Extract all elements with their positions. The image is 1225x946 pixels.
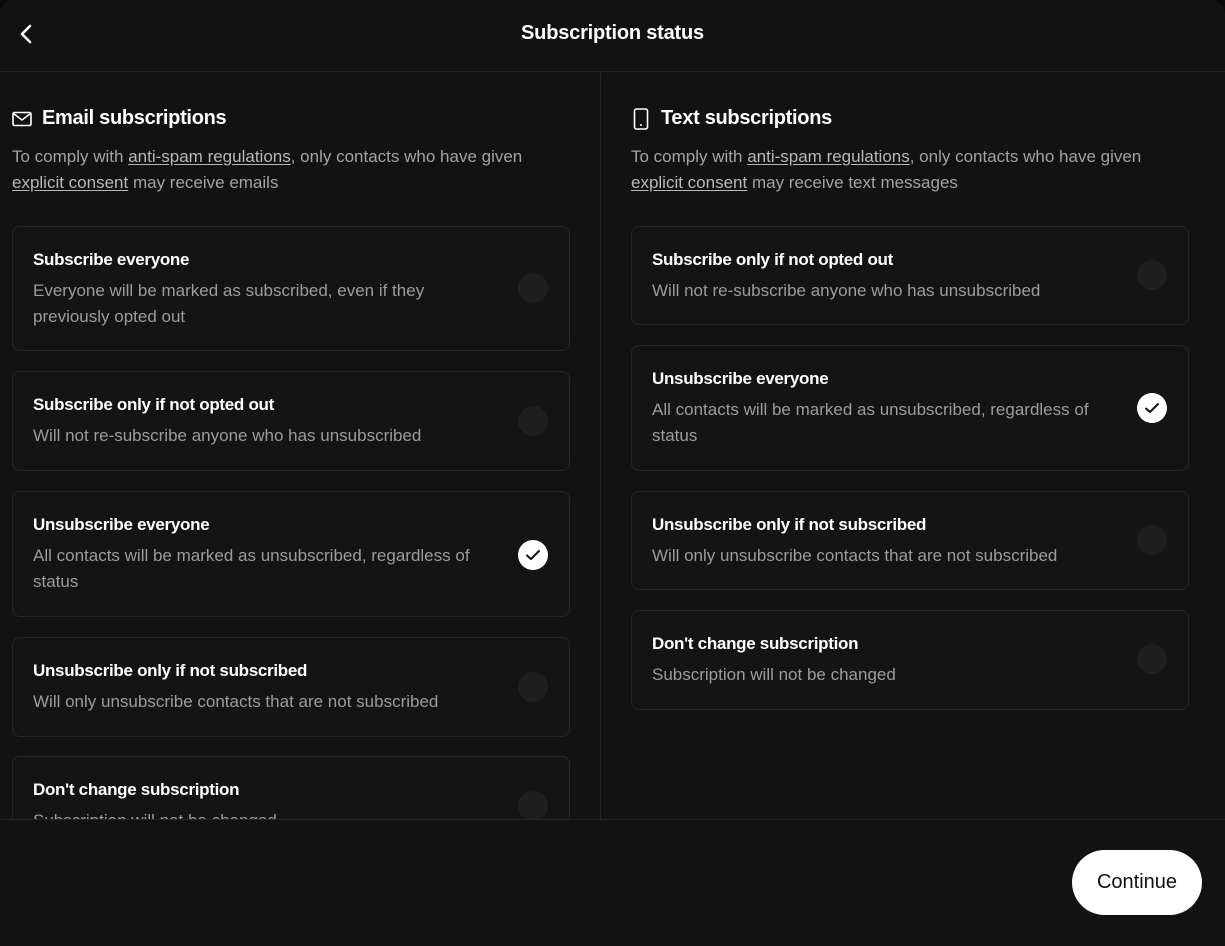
desc-text: may receive text messages [747,173,958,192]
anti-spam-link[interactable]: anti-spam regulations [128,147,291,166]
option-title: Subscribe everyone [33,250,190,269]
option-title: Unsubscribe everyone [652,369,829,388]
option-description: Subscription will not be changed [652,665,896,684]
anti-spam-link[interactable]: anti-spam regulations [747,147,910,166]
radio-unchecked[interactable] [518,791,548,821]
option-title: Unsubscribe only if not subscribed [652,515,927,534]
desc-text: To comply with [631,147,748,166]
phone-icon [631,108,651,130]
email-option-subscribe-if-not-opted-out[interactable] [12,371,570,471]
option-description: Will only unsubscribe contacts that are not subscribed [652,546,1058,565]
modal-content[interactable] [0,73,1225,819]
column-divider [600,73,601,819]
email-option-unsubscribe-if-not-subscribed[interactable] [12,637,570,737]
email-option-subscribe-everyone[interactable] [12,226,570,351]
explicit-consent-link[interactable]: explicit consent [631,173,748,192]
option-description: Everyone will be marked as subscribed, even if they previously opted out [33,281,425,326]
radio-unchecked[interactable] [1137,644,1167,674]
option-description: All contacts will be marked as unsubscribed, regardless of status [33,546,470,591]
option-description: All contacts will be marked as unsubscribed, regardless of status [652,400,1089,445]
page-title: Subscription status [521,22,704,44]
text-option-unsubscribe-everyone[interactable] [631,345,1189,471]
radio-unchecked[interactable] [518,672,548,702]
option-description: Will not re-subscribe anyone who has unsubscribed [33,426,422,445]
option-title: Unsubscribe everyone [33,515,210,534]
desc-text: , only contacts who have given [909,147,1142,166]
modal-header [0,0,1225,72]
radio-unchecked[interactable] [518,273,548,303]
radio-unchecked[interactable] [1137,525,1167,555]
checkmark-icon [1144,402,1160,414]
desc-text: To comply with [12,147,129,166]
option-title: Don't change subscription [33,780,240,799]
radio-checked[interactable] [1137,393,1167,423]
option-description: Will only unsubscribe contacts that are not subscribed [33,692,439,711]
checkmark-icon [525,549,541,561]
email-section-heading [12,107,226,130]
option-title: Subscribe only if not opted out [33,395,274,414]
explicit-consent-link[interactable]: explicit consent [12,173,129,192]
text-option-unsubscribe-if-not-subscribed[interactable] [631,491,1189,590]
desc-text: , only contacts who have given [290,147,523,166]
radio-checked[interactable] [518,540,548,570]
text-description [631,144,1171,196]
option-title: Subscribe only if not opted out [652,250,893,269]
text-option-dont-change[interactable] [631,610,1189,710]
mail-icon [12,108,32,130]
option-title: Don't change subscription [652,634,859,653]
email-description [12,144,552,196]
email-section-title: Email subscriptions [42,107,227,129]
text-option-subscribe-if-not-opted-out[interactable] [631,226,1189,325]
option-title: Unsubscribe only if not subscribed [33,661,308,680]
radio-unchecked[interactable] [1137,260,1167,290]
text-section-title: Text subscriptions [661,107,832,129]
text-section-heading [631,107,832,130]
continue-button[interactable]: Continue [1072,850,1202,915]
email-option-unsubscribe-everyone[interactable] [12,491,570,617]
option-description: Will not re-subscribe anyone who has unsubscribed [652,281,1041,300]
desc-text: may receive emails [128,173,279,192]
radio-unchecked[interactable] [518,406,548,436]
modal-footer [0,819,1225,946]
